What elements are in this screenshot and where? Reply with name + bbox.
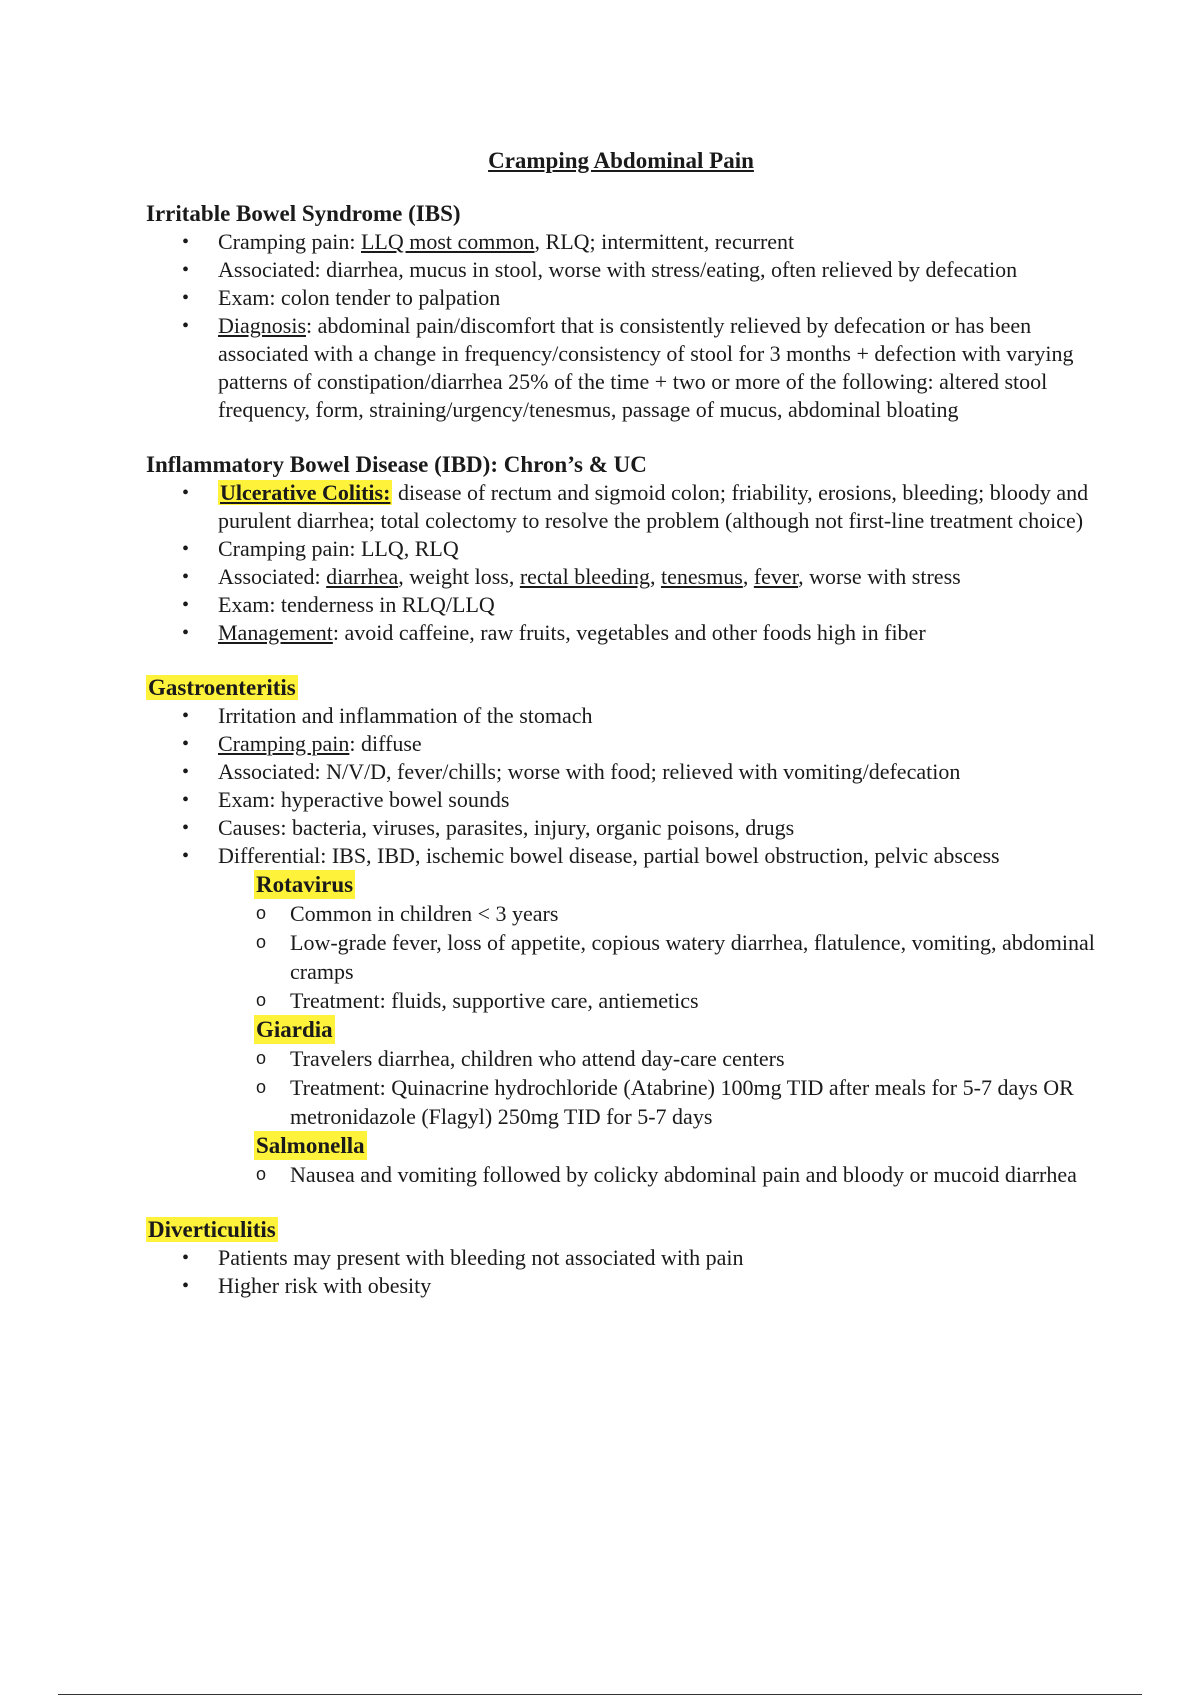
ibd-section: [146, 451, 1096, 647]
list-item: [146, 563, 1096, 591]
giardia-list: [254, 1044, 1096, 1131]
list-item: [146, 479, 1096, 535]
ibs-section: [146, 200, 1096, 424]
list-item: • Higher risk with obesity: [146, 1272, 1096, 1300]
list-item: [146, 619, 1096, 647]
list-item: • Exam: hyperactive bowel sounds: [146, 786, 1096, 814]
rotavirus-heading: Rotavirus: [256, 872, 354, 897]
giardia-heading: Giardia: [256, 1017, 333, 1042]
underlined-text: diarrhea: [326, 564, 399, 589]
text: : diffuse: [349, 731, 422, 756]
document-content: [146, 146, 1096, 1327]
ibs-list: [146, 228, 1096, 424]
underlined-text: Cramping pain: [218, 731, 350, 756]
list-item: o Treatment: Quinacrine hydrochloride (Atabrine) 100mg TID after meals for 5-7 days OR metronidazole (Flagyl) 250mg TID for 5-7 days: [254, 1073, 1096, 1131]
list-item: o Common in children < 3 years: [254, 899, 1096, 928]
page-bottom-divider: [58, 1694, 1142, 1695]
document-title: Cramping Abdominal Pain: [488, 148, 754, 173]
giardia-subsection: [146, 1015, 1096, 1131]
list-item: • Patients may present with bleeding not associated with pain: [146, 1244, 1096, 1272]
text: Associated:: [218, 564, 327, 589]
list-item: [146, 730, 1096, 758]
underlined-text: Diagnosis: [218, 313, 306, 338]
gastroenteritis-list: [146, 702, 1096, 870]
list-item: • Cramping pain: LLQ, RLQ: [146, 535, 1096, 563]
ibd-list: [146, 479, 1096, 647]
ibd-heading: Inflammatory Bowel Disease (IBD): Chron’s & UC: [146, 452, 647, 477]
text: Cramping pain:: [218, 229, 361, 254]
list-item: • Irritation and inflammation of the stomach: [146, 702, 1096, 730]
underlined-text: Management: [218, 620, 333, 645]
list-item: • Exam: tenderness in RLQ/LLQ: [146, 591, 1096, 619]
rotavirus-subsection: [146, 870, 1096, 1015]
highlighted-term: Ulcerative Colitis:: [220, 480, 391, 505]
gastroenteritis-section: [146, 674, 1096, 1189]
highlighted-heading: Diverticulitis: [148, 1217, 276, 1242]
salmonella-list: [254, 1160, 1096, 1189]
underlined-text: rectal bleeding: [519, 564, 650, 589]
list-item: [146, 228, 1096, 256]
rotavirus-list: [254, 899, 1096, 1015]
list-item: o Travelers diarrhea, children who attend day-care centers: [254, 1044, 1096, 1073]
text: ,: [649, 564, 661, 589]
salmonella-subsection: [146, 1131, 1096, 1189]
diverticulitis-section: [146, 1216, 1096, 1300]
underlined-text: tenesmus: [660, 564, 743, 589]
list-item: • Exam: colon tender to palpation: [146, 284, 1096, 312]
text: : abdominal pain/discomfort that is consistently relieved by defecation or has been associated with a change in frequency/consistency of stool for 3 months + defection with varying patterns of constipation/diarrhea 25% of the time + two or more of the following: altered stool frequency, form, straining/urgency/tenesmus, passage of mucus, abdominal bloating: [218, 313, 1074, 422]
list-item: o Treatment: fluids, supportive care, antiemetics: [254, 986, 1096, 1015]
diverticulitis-list: [146, 1244, 1096, 1300]
text: : avoid caffeine, raw fruits, vegetables and other foods high in fiber: [332, 620, 926, 645]
ibs-heading: Irritable Bowel Syndrome (IBS): [146, 201, 461, 226]
underlined-text: fever: [753, 564, 799, 589]
text: disease of rectum and sigmoid colon; friability, erosions, bleeding; bloody and purulent diarrhea; total colectomy to resolve the problem (although not first-line treatment choice): [218, 480, 1089, 533]
highlighted-heading: Gastroenteritis: [148, 675, 296, 700]
list-item: o Low-grade fever, loss of appetite, copious watery diarrhea, flatulence, vomiting, abdominal cramps: [254, 928, 1096, 986]
list-item: o Nausea and vomiting followed by colicky abdominal pain and bloody or mucoid diarrhea: [254, 1160, 1096, 1189]
underlined-text: LLQ most common: [360, 229, 535, 254]
text: , RLQ; intermittent, recurrent: [534, 229, 795, 254]
list-item: [146, 312, 1096, 424]
diverticulitis-heading: [146, 1216, 1096, 1244]
list-item: • Differential: IBS, IBD, ischemic bowel disease, partial bowel obstruction, pelvic abscess: [146, 842, 1096, 870]
text: , worse with stress: [798, 564, 961, 589]
list-item: • Causes: bacteria, viruses, parasites, injury, organic poisons, drugs: [146, 814, 1096, 842]
text: , weight loss,: [398, 564, 520, 589]
salmonella-heading: Salmonella: [256, 1133, 365, 1158]
list-item: • Associated: N/V/D, fever/chills; worse with food; relieved with vomiting/defecation: [146, 758, 1096, 786]
text: ,: [742, 564, 754, 589]
gastroenteritis-heading: [146, 674, 1096, 702]
list-item: • Associated: diarrhea, mucus in stool, worse with stress/eating, often relieved by defecation: [146, 256, 1096, 284]
